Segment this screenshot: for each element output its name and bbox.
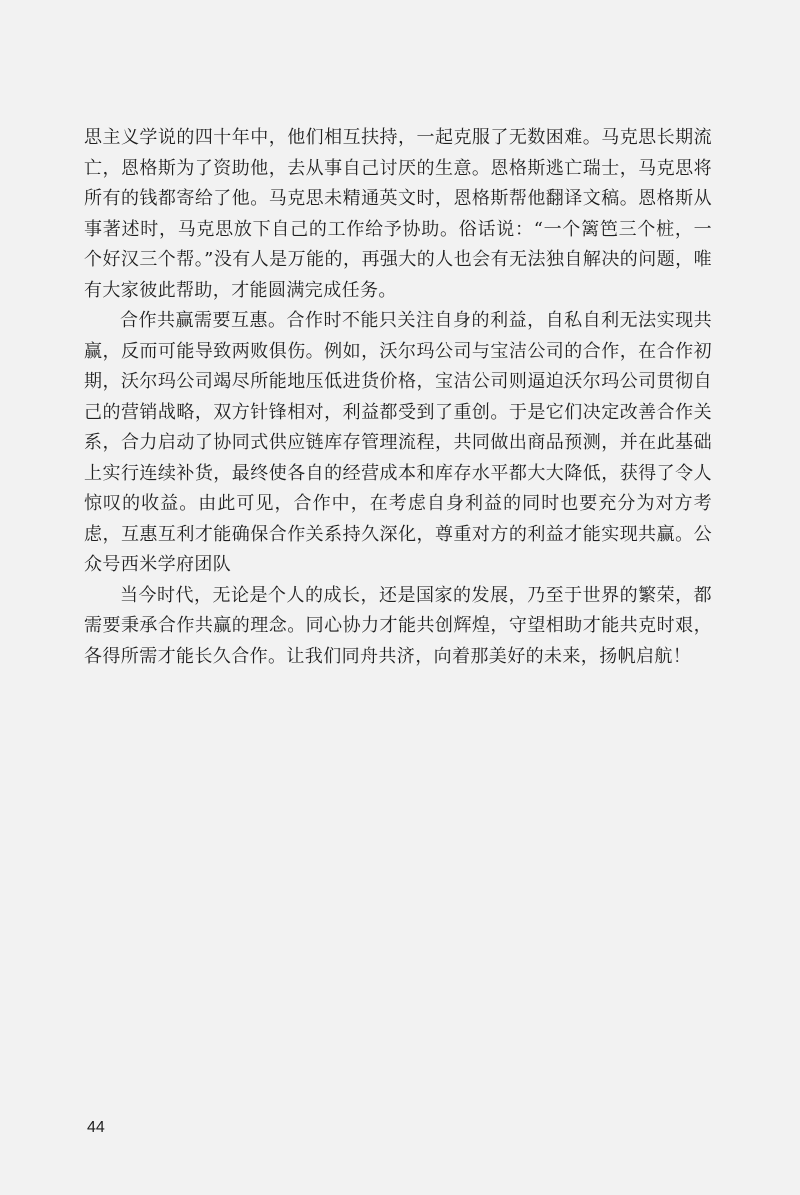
- body-text: [84, 123, 712, 672]
- page-number: 44: [87, 1119, 105, 1136]
- paragraph-conclusion: 当今时代，无论是个人的成长，还是国家的发展，乃至于世界的繁荣，都需要秉承合作共赢的理念。同心协力才能共创辉煌，守望相助才能共克时艰，各得所需才能长久合作。让我们同舟共济，向着那美好的未来，扬帆启航！: [84, 584, 712, 667]
- paragraph-mutual-benefit: 合作共赢需要互惠。合作时不能只关注自身的利益，自私自利无法实现共赢，反而可能导致两败俱伤。例如，沃尔玛公司与宝洁公司的合作，在合作初期，沃尔玛公司竭尽所能地压低进货价格，宝洁公司则逼迫沃尔玛公司贯彻自己的营销战略，双方针锋相对，利益都受到了重创。于是它们决定改善合作关系，合力启动了协同式供应链库存管理流程，共同做出商品预测，并在此基础上实行连续补货，最终使各自的经营成本和库存水平都大大降低，获得了令人惊叹的收益。由此可见，合作中，在考虑自身利益的同时也要充分为对方考虑，互惠互利才能确保合作关系持久深化，尊重对方的利益才能实现共赢。公众号西米学府团队: [84, 310, 712, 575]
- paragraph-continued: 思主义学说的四十年中，他们相互扶持，一起克服了无数困难。马克思长期流亡，恩格斯为了资助他，去从事自己讨厌的生意。恩格斯逃亡瑞士，马克思将所有的钱都寄给了他。马克思未精通英文时，恩格斯帮他翻译文稿。恩格斯从事著述时，马克思放下自己的工作给予协助。俗话说：“一个篱笆三个桩，一个好汉三个帮。”没有人是万能的，再强大的人也会有无法独自解决的问题，唯有大家彼此帮助，才能圆满完成任务。: [84, 127, 712, 301]
